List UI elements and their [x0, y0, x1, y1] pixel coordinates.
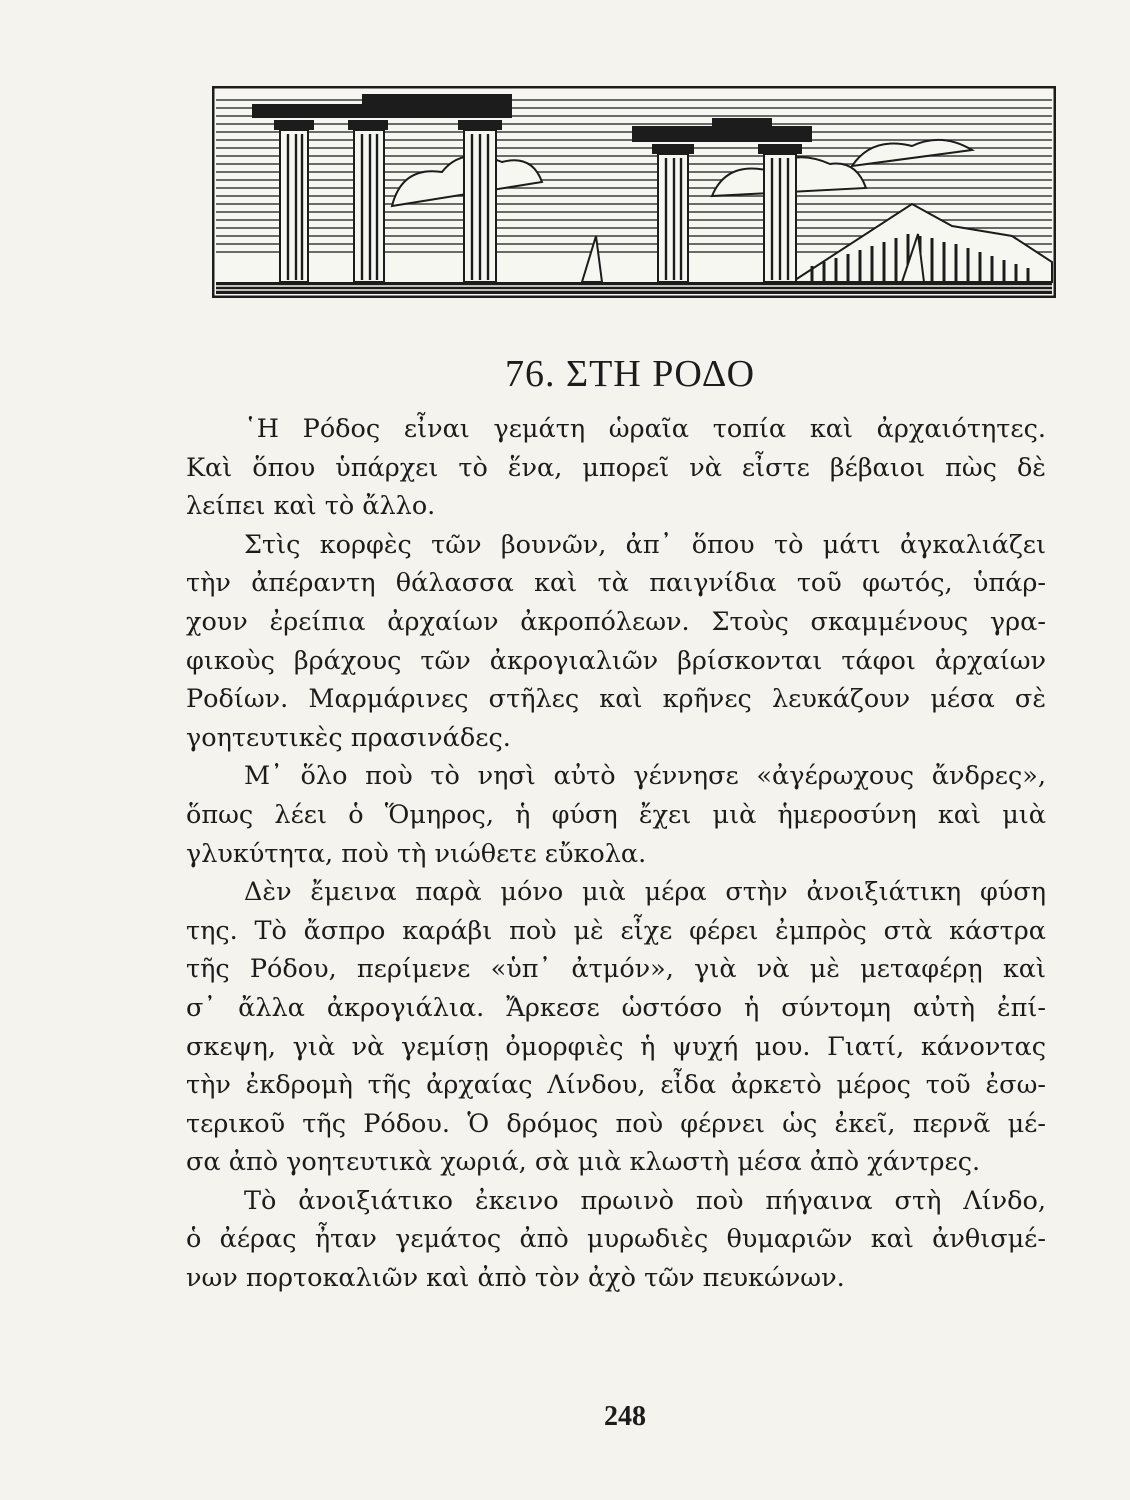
paragraph-1: [186, 410, 1046, 526]
body-text: [186, 410, 1046, 1298]
text-line: τῆς Ρόδου, περίμενε «ὑπ᾽ ἀτμόν», γιὰ νὰ μὲ μεταφέρῃ καὶ: [186, 954, 1046, 985]
text-line: γλυκύτητα, ποὺ τὴ νιώθετε εὔκολα.: [186, 838, 647, 869]
text-line: τὴν ἐκδρομὴ τῆς ἀρχαίας Λίνδου, εἶδα ἀρκετὸ μέρος τοῦ ἐσω-: [186, 1070, 1046, 1101]
text-line: Στὶς κορφὲς τῶν βουνῶν, ἀπ᾽ ὅπου τὸ μάτι ἀγκαλιάζει: [244, 529, 1046, 560]
chapter-title: 76. ΣΤΗ ΡΟΔΟ: [504, 353, 756, 395]
text-line: Δὲν ἔμεινα παρὰ μόνο μιὰ μέρα στὴν ἀνοιξιάτικη φύση: [244, 877, 1046, 908]
text-line: Ροδίων. Μαρμάρινες στῆλες καὶ κρῆνες λευκάζουν μέσα σὲ: [186, 684, 1046, 715]
text-line: νων πορτοκαλιῶν καὶ ἀπὸ τὸν ἀχὸ τῶν πευκώνων.: [186, 1263, 845, 1294]
text-line: σα ἀπὸ γοητευτικὰ χωριά, σὰ μιὰ κλωστὴ μέσα ἀπὸ χάντρες.: [186, 1147, 981, 1178]
text-line: Τὸ ἀνοιξιάτικο ἐκεινο πρωινὸ ποὺ πήγαινα στὴ Λίνδο,: [244, 1185, 1046, 1216]
text-line: ὁ ἀέρας ἦταν γεμάτος ἀπὸ μυρωδιὲς θυμαριῶν καὶ ἀνθισμέ-: [186, 1224, 1046, 1255]
text-line: γοητευτικὲς πρασινάδες.: [186, 722, 511, 753]
text-line: της. Τὸ ἄσπρο καράβι ποὺ μὲ εἶχε φέρει ἐμπρὸς στὰ κάστρα: [186, 915, 1046, 946]
text-line: σκεψη, γιὰ νὰ γεμίσῃ ὀμορφιὲς ἡ ψυχή μου. Γιατί, κάνοντας: [186, 1031, 1046, 1062]
ruins-illustration: [212, 86, 1056, 298]
text-line: λείπει καὶ τὸ ἄλλο.: [186, 491, 436, 522]
text-line: χουν ἐρείπια ἀρχαίων ἀκροπόλεων. Στοὺς σκαμμένους γρα-: [186, 606, 1046, 637]
paragraph-3: [186, 757, 1046, 873]
text-line: Μ᾽ ὅλο ποὺ τὸ νησὶ αὐτὸ γέννησε «ἀγέρωχους ἄνδρες»,: [244, 761, 1046, 792]
text-line: τερικοῦ τῆς Ρόδου. Ὁ δρόμος ποὺ φέρνει ὡς ἐκεῖ, περνᾶ μέ-: [186, 1108, 1046, 1139]
text-line: ὅπως λέει ὁ Ὅμηρος, ἡ φύση ἔχει μιὰ ἡμεροσύνη καὶ μιὰ: [186, 799, 1046, 830]
text-line: Καὶ ὅπου ὑπάρχει τὸ ἕνα, μπορεῖ νὰ εἶστε βέβαιοι πὼς δὲ: [186, 452, 1046, 483]
paragraph-4: [186, 873, 1046, 1182]
text-line: φικοὺς βράχους τῶν ἀκρογιαλιῶν βρίσκονται τάφοι ἀρχαίων: [186, 645, 1046, 676]
paragraph-2: [186, 526, 1046, 758]
paragraph-5: [186, 1182, 1046, 1298]
ruins-engraving: [212, 86, 1056, 298]
text-line: ῾Η Ρόδος εἶναι γεμάτη ὡραῖα τοπία καὶ ἀρχαιότητες.: [244, 414, 1046, 444]
page-number: 248: [604, 1401, 646, 1432]
text-line: τὴν ἀπέραντη θάλασσα καὶ τὰ παιγνίδια τοῦ φωτός, ὑπάρ-: [186, 568, 1046, 599]
text-line: σ᾽ ἄλλα ἀκρογιάλια. Ἄρκεσε ὡστόσο ἡ σύντομη αὐτὴ ἐπί-: [186, 992, 1046, 1023]
